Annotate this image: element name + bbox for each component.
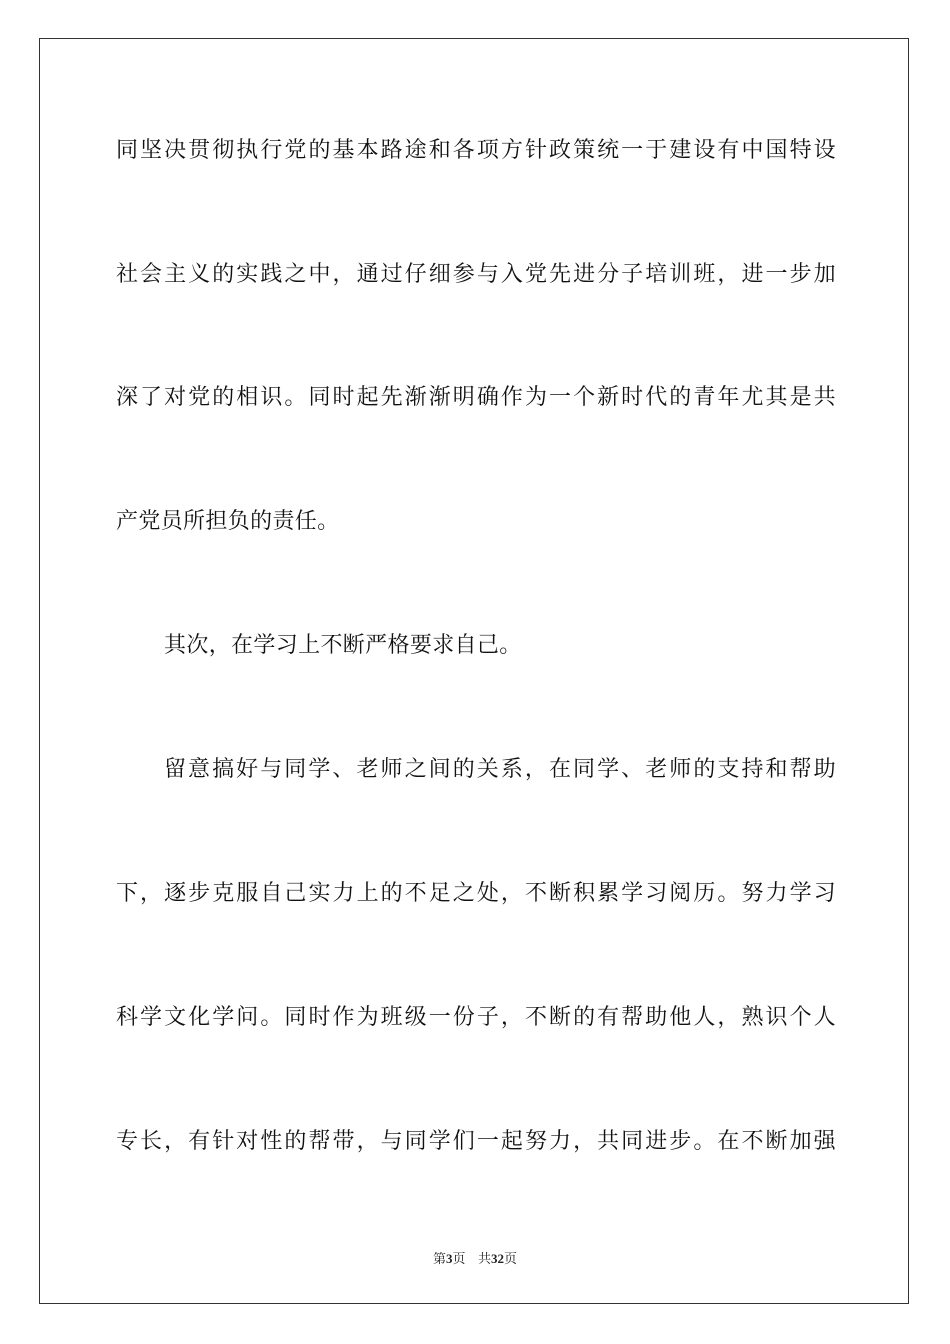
paragraph-line-8: 科学文化学问。同时作为班级一份子，不断的有帮助他人，熟识个人 (116, 1005, 836, 1030)
total-prefix: 共 (477, 1252, 491, 1267)
total-suffix: 页 (503, 1252, 517, 1267)
paragraph-line-2: 社会主义的实践之中，通过仔细参与入党先进分子培训班，进一步加 (116, 262, 836, 287)
page-prefix: 第 (433, 1252, 447, 1267)
page-number: 3 (446, 1251, 453, 1266)
paragraph-line-3: 深了对党的相识。同时起先渐渐明确作为一个新时代的青年尤其是共 (116, 385, 836, 410)
paragraph-line-5: 其次，在学习上不断严格要求自己。 (164, 633, 522, 658)
paragraph-line-9: 专长，有针对性的帮带，与同学们一起努力，共同进步。在不断加强 (116, 1129, 836, 1154)
paragraph-line-7: 下，逐步克服自己实力上的不足之处，不断积累学习阅历。努力学习 (116, 881, 836, 906)
paragraph-line-6: 留意搞好与同学、老师之间的关系，在同学、老师的支持和帮助 (164, 757, 836, 782)
page-suffix: 页 (452, 1252, 466, 1267)
paragraph-line-4: 产党员所担负的责任。 (116, 509, 340, 534)
page-border (39, 38, 909, 1304)
total-pages: 32 (490, 1251, 504, 1266)
paragraph-line-1: 同坚决贯彻执行党的基本路途和各项方针政策统一于建设有中国特设 (116, 138, 836, 163)
page-footer (0, 1248, 950, 1267)
